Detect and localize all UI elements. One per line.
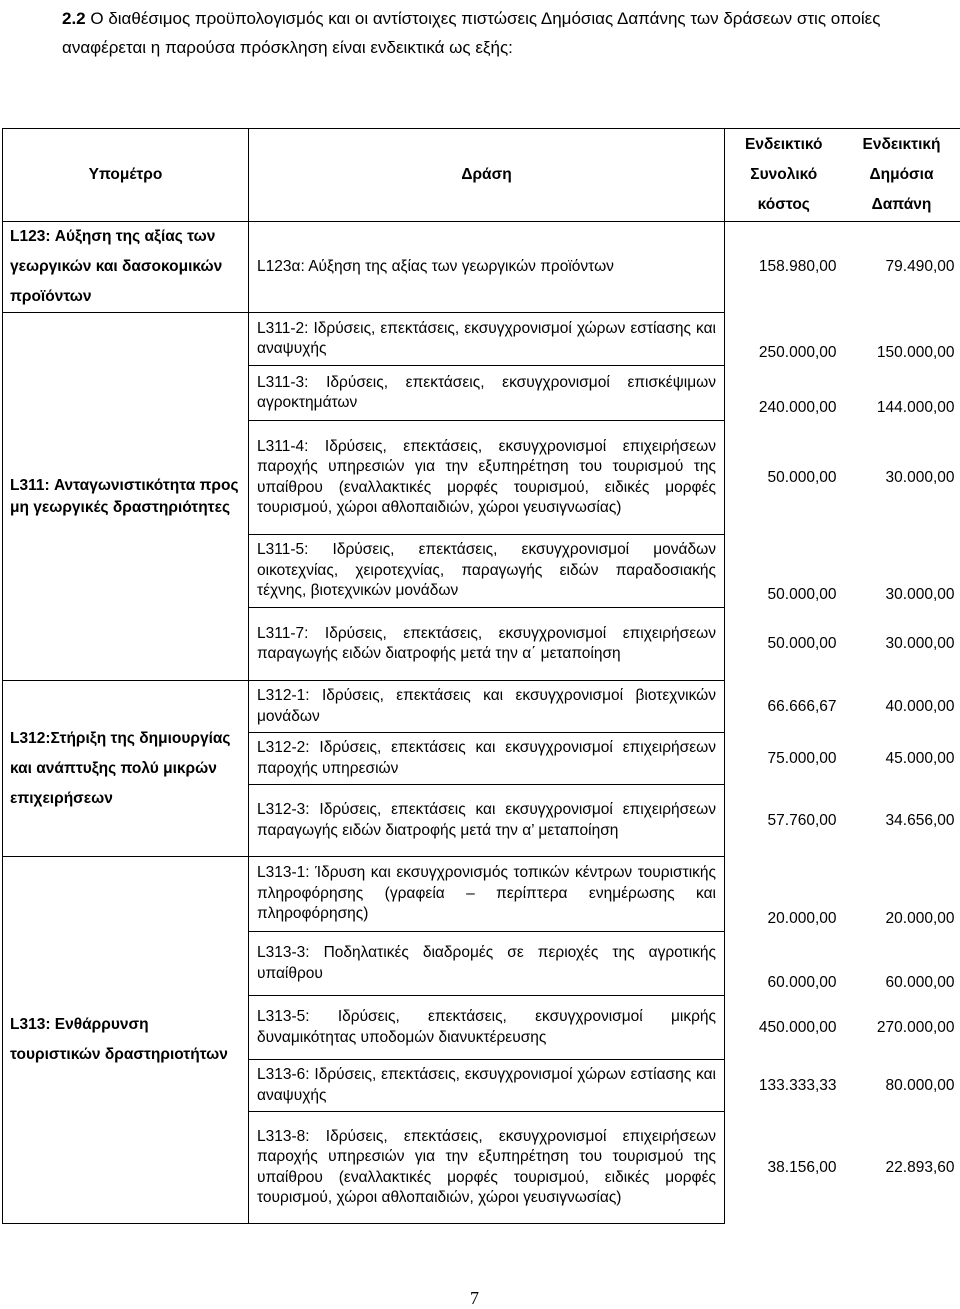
total-cost-cell: 57.760,00 (767, 811, 837, 829)
action-cell: L313-3: Ποδηλατικές διαδρομές σε περιοχές της αγροτικής υπαίθρου (249, 932, 725, 996)
public-expenditure-cell: 45.000,00 (885, 749, 955, 767)
public-expenditure-cell: 22.893,60 (885, 1158, 955, 1176)
budget-table (2, 128, 960, 1224)
header-public-expenditure (843, 129, 960, 222)
table-row (3, 681, 960, 733)
table-header-row (3, 129, 960, 222)
table-row (3, 857, 960, 932)
action-cell: L311-5: Ιδρύσεις, επεκτάσεις, εκσυγχρονισμοί μονάδων οικοτεχνίας, χειροτεχνίας, παραγωγής ειδών παραδοσιακής τέχνης, βιοτεχνικών μονάδων (249, 535, 725, 608)
total-cost-cell: 158.980,00 (758, 258, 837, 276)
section-number: 2.2 (62, 9, 86, 28)
action-cell: L313-6: Ιδρύσεις, επεκτάσεις, εκσυγχρονισμοί χώρων εστίασης και αναψυχής (249, 1060, 725, 1112)
total-cost-cell: 450.000,00 (758, 1018, 837, 1036)
action-cell: L311-4: Ιδρύσεις, επεκτάσεις, εκσυγχρονισμοί επιχειρήσεων παροχής υπηρεσιών για την εξυπηρέτηση του τουρισμού της υπαίθρου (εναλλακτικές μορφές τουρισμού, ειδικές μορφές τουρισμού, χώροι αθλοπαιδιών, χώροι γευσιγνωσίας) (249, 421, 725, 535)
measure-cell: L312:Στήριξη της δημιουργίας και ανάπτυξης πολύ μικρών επιχειρήσεων (3, 681, 249, 857)
page-number: 7 (470, 1288, 479, 1308)
header-total-cost-line2: Συνολικό (750, 166, 818, 183)
header-action: Δράση (249, 129, 725, 222)
table-row (3, 313, 960, 366)
action-cell: L313-8: Ιδρύσεις, επεκτάσεις, εκσυγχρονισμοί επιχειρήσεων παροχής υπηρεσιών για την εξυπηρέτηση του τουρισμού της υπαίθρου (εναλλακτικές μορφές τουρισμού, ειδικές μορφές τουρισμού, χώροι αθλοπαιδιών, χώροι γευσιγνωσίας) (249, 1112, 725, 1224)
total-cost-cell: 20.000,00 (767, 909, 837, 927)
action-cell: L311-3: Ιδρύσεις, επεκτάσεις, εκσυγχρονισμοί επισκέψιμων αγροκτημάτων (249, 366, 725, 421)
public-expenditure-cell: 20.000,00 (885, 909, 955, 927)
total-cost-cell: 240.000,00 (758, 398, 837, 416)
public-expenditure-cell: 30.000,00 (885, 635, 955, 652)
measure-cell: L311: Ανταγωνιστικότητα προς μη γεωργικές δραστηριότητες (3, 313, 249, 681)
total-cost-cell: 50.000,00 (767, 468, 837, 486)
public-expenditure-cell: 30.000,00 (885, 468, 955, 486)
total-cost-cell: 38.156,00 (767, 1158, 837, 1176)
public-expenditure-cell: 60.000,00 (885, 973, 955, 991)
total-cost-cell: 50.000,00 (767, 635, 837, 652)
action-cell: L123α: Αύξηση της αξίας των γεωργικών προϊόντων (249, 222, 725, 313)
total-cost-cell: 250.000,00 (758, 343, 837, 361)
public-expenditure-cell: 270.000,00 (876, 1018, 955, 1036)
public-expenditure-cell: 80.000,00 (885, 1076, 955, 1094)
header-total-cost-line3: κόστος (757, 196, 810, 213)
public-expenditure-cell: 79.490,00 (885, 258, 955, 276)
action-cell: L312-1: Ιδρύσεις, επεκτάσεις και εκσυγχρονισμοί βιοτεχνικών μονάδων (249, 681, 725, 733)
public-expenditure-cell: 144.000,00 (876, 398, 955, 416)
action-cell: L312-2: Ιδρύσεις, επεκτάσεις και εκσυγχρονισμοί επιχειρήσεων παροχής υπηρεσιών (249, 733, 725, 785)
measure-cell: L123: Αύξηση της αξίας των γεωργικών και δασοκομικών προϊόντων (3, 222, 249, 313)
action-cell: L313-1: Ίδρυση και εκσυγχρονισμός τοπικών κέντρων τουριστικής πληροφόρησης (γραφεία – περίπτερα ενημέρωσης και πληροφόρησης) (249, 857, 725, 932)
action-cell: L312-3: Ιδρύσεις, επεκτάσεις και εκσυγχρονισμοί επιχειρήσεων παραγωγής ειδών διατροφής μετά την α’ μεταποίηση (249, 785, 725, 857)
total-cost-cell: 50.000,00 (767, 585, 837, 603)
measure-cell: L313: Ενθάρρυνση τουριστικών δραστηριοτήτων (3, 857, 249, 1224)
header-public-line2: Δημόσια (869, 166, 934, 183)
public-expenditure-cell: 150.000,00 (876, 343, 955, 361)
total-cost-cell: 66.666,67 (767, 697, 837, 715)
public-expenditure-cell: 30.000,00 (885, 585, 955, 603)
action-cell: L311-2: Ιδρύσεις, επεκτάσεις, εκσυγχρονισμοί χώρων εστίασης και αναψυχής (249, 313, 725, 366)
header-public-line3: Δαπάνη (871, 196, 932, 213)
section-heading (62, 4, 942, 62)
header-measure: Υπομέτρο (3, 129, 249, 222)
header-total-cost-line1: Ενδεικτικό (745, 136, 823, 153)
header-public-line1: Ενδεικτική (862, 136, 941, 153)
table-row (3, 222, 960, 313)
header-total-cost (725, 129, 843, 222)
total-cost-cell: 133.333,33 (758, 1076, 837, 1094)
action-cell: L311-7: Ιδρύσεις, επεκτάσεις, εκσυγχρονισμοί επιχειρήσεων παραγωγής ειδών διατροφής μετά την α΄ μεταποίηση (249, 608, 725, 681)
section-text: Ο διαθέσιμος προϋπολογισμός και οι αντίστοιχες πιστώσεις Δημόσιας Δαπάνης των δράσεων στις οποίες αναφέρεται η παρούσα πρόσκληση είναι ενδεικτικά ως εξής: (62, 9, 881, 57)
public-expenditure-cell: 34.656,00 (885, 811, 955, 829)
total-cost-cell: 75.000,00 (767, 749, 837, 767)
action-cell: L313-5: Ιδρύσεις, επεκτάσεις, εκσυγχρονισμοί μικρής δυναμικότητας υποδομών διανυκτέρευσης (249, 996, 725, 1060)
total-cost-cell: 60.000,00 (767, 973, 837, 991)
public-expenditure-cell: 40.000,00 (885, 697, 955, 715)
